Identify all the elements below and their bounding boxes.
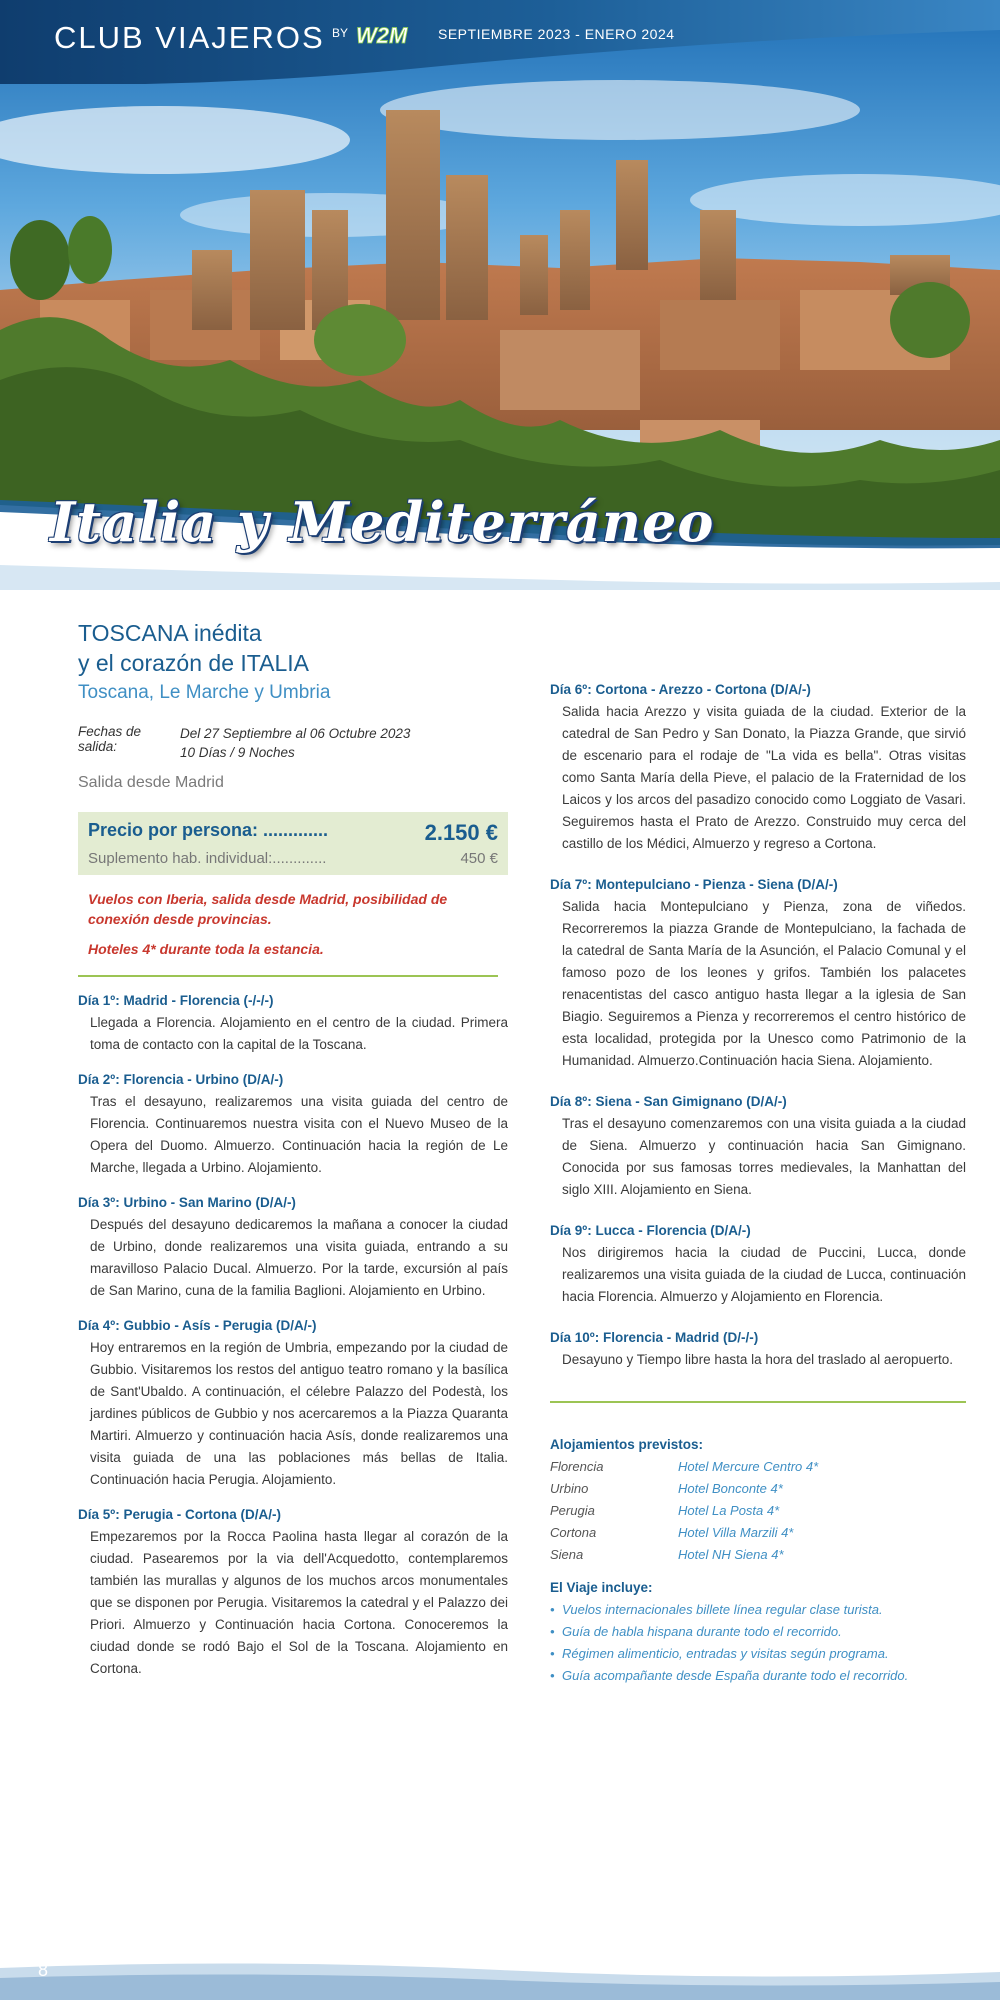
itinerary-day <box>550 682 966 855</box>
itinerary-day <box>78 1507 508 1680</box>
hotel-name: Hotel Mercure Centro 4* <box>678 1459 819 1474</box>
day-text: Hoy entraremos en la región de Umbria, empezando por la ciudad de Gubbio. Visitaremos los restos del antiguo teatro romano y la basílica de Sant'Ubaldo. A continuación, el célebre Palazzo del Podestà, los jardines públicos de Gubbio y nos acercaremos a la Piazza Quaranta Martiri. Almuerzo y continuación hacia Asís, donde realizaremos una visita guiada de una las poblaciones más bellas de Italia. Continuación hacia Perugia. Alojamiento. <box>90 1340 508 1487</box>
day-heading: Día 8º: Siena - San Gimignano (D/A/-) <box>550 1094 787 1109</box>
day-heading: Día 10º: Florencia - Madrid (D/-/-) <box>550 1330 759 1345</box>
hotel-row <box>550 1456 966 1478</box>
dates-label: Fechas de salida: <box>78 724 142 754</box>
includes-item: • Guía de habla hispana durante todo el recorrido. <box>550 1621 966 1643</box>
day-text: Llegada a Florencia. Alojamiento en el centro de la ciudad. Primera toma de contacto con la capital de la Toscana. <box>90 1015 508 1052</box>
includes-heading: El Viaje incluye: <box>550 1580 653 1595</box>
dates-value: Del 27 Septiembre al 06 Octubre 2023 <box>180 726 411 741</box>
day-text: Nos dirigiremos hacia la ciudad de Puccini, Lucca, donde realizaremos una visita guiada de la ciudad de Lucca, continuación hacia Florencia. Almuerzo y Alojamiento en Florencia. <box>562 1245 966 1304</box>
day-text: Tras el desayuno comenzaremos con una visita guiada a la ciudad de Siena. Almuerzo y continuación hacia San Gimignano. Conocida por sus famosas torres medievales, la Manhattan del siglo XIII. Alojamiento en Siena. <box>562 1116 966 1197</box>
day-heading: Día 2º: Florencia - Urbino (D/A/-) <box>78 1072 284 1087</box>
day-text: Empezaremos por la Rocca Paolina hasta llegar al corazón de la ciudad. Pasearemos por la via dell'Acquedotto, contemplaremos también las murallas y algunos de los muchos arcos monumentales que se disponen por Perugia. Visitaremos la catedral y el Palazzo dei Priori. Almuerzo y Continuación hacia Cortona. Conoceremos la ciudad donde se rodó Bajo el Sol de la Toscana. Alojamiento en Cortona. <box>90 1529 508 1676</box>
divider <box>550 1401 966 1403</box>
hotel-row <box>550 1544 966 1566</box>
itinerary-day <box>78 1318 508 1491</box>
dates-values <box>180 724 410 762</box>
departure-dates <box>78 724 508 762</box>
price-box <box>78 812 508 875</box>
left-column <box>78 618 508 1680</box>
day-heading: Día 5º: Perugia - Cortona (D/A/-) <box>78 1507 281 1522</box>
divider <box>78 975 498 977</box>
itinerary-day <box>550 1330 966 1371</box>
includes-section <box>550 1580 966 1687</box>
includes-item: • Vuelos internacionales billete línea regular clase turista. <box>550 1599 966 1621</box>
note-flights: Vuelos con Iberia, salida desde Madrid, posibilidad de conexión desde provincias. <box>88 891 448 927</box>
day-text: Salida hacia Arezzo y visita guiada de la ciudad. Exterior de la catedral de San Pedro y San Donato, la Piazza Grande, que sirvió de escenario para el rodaje de "La vida es bella". Otras visitas como Santa María della Pieve, el palacio de la Fraternidad de los Laicos y los arcos del pasadizo conocido como Loggiato de Vasari. Seguiremos hasta el Prato de Arezzo. Construido muy cerca del castillo de los Médici, Almuerzo y regreso a Cortona. <box>562 704 966 851</box>
supplement-label: Suplemento hab. individual:............. <box>88 850 327 867</box>
day-text: Tras el desayuno, realizaremos una visita guiada del centro de Florencia. Continuaremos nuestra visita con el Nuevo Museo de la Opera del Duomo. Almuerzo. Continuación hacia la región de Le Marche, llegada a Urbino. Alojamiento. <box>90 1094 508 1175</box>
itinerary-day <box>78 993 508 1056</box>
supplement-row <box>88 850 498 867</box>
hotel-row <box>550 1500 966 1522</box>
brand-name: CLUB VIAJEROS <box>54 20 325 55</box>
day-heading: Día 6º: Cortona - Arezzo - Cortona (D/A/-) <box>550 682 811 697</box>
price-amount: 2.150 € <box>424 820 498 845</box>
itinerary-day <box>550 877 966 1072</box>
page-number: 8 <box>38 1960 49 1980</box>
right-column <box>550 682 966 1687</box>
itinerary-day <box>550 1094 966 1201</box>
hotel-city: Urbino <box>550 1481 589 1496</box>
includes-item: • Régimen alimenticio, entradas y visitas según programa. <box>550 1643 966 1665</box>
trip-duration: 10 Días / 9 Noches <box>180 745 295 760</box>
hero-banner <box>0 0 1000 590</box>
day-heading: Día 7º: Montepulciano - Pienza - Siena (D/A/-) <box>550 877 838 892</box>
day-text: Desayuno y Tiempo libre hasta la hora del traslado al aeropuerto. <box>562 1352 953 1367</box>
day-heading: Día 4º: Gubbio - Asís - Perugia (D/A/-) <box>78 1318 317 1333</box>
hotel-name: Hotel La Posta 4* <box>678 1503 780 1518</box>
hotel-name: Hotel Bonconte 4* <box>678 1481 783 1496</box>
w2m-logo-text: W2M <box>356 23 408 48</box>
day-heading: Día 9º: Lucca - Florencia (D/A/-) <box>550 1223 751 1238</box>
hotel-city: Perugia <box>550 1503 595 1518</box>
hotel-name: Hotel NH Siena 4* <box>678 1547 784 1562</box>
includes-list <box>550 1599 966 1687</box>
price-row <box>88 820 498 846</box>
price-label: Precio por persona: ............. <box>88 820 329 840</box>
itinerary-day <box>550 1223 966 1308</box>
brand-by: BY <box>332 26 349 40</box>
departure-city: Salida desde Madrid <box>78 774 224 791</box>
supplement-amount: 450 € <box>460 850 498 867</box>
hotel-name: Hotel Villa Marzili 4* <box>678 1525 794 1540</box>
hotel-row <box>550 1522 966 1544</box>
hotel-city: Florencia <box>550 1459 604 1474</box>
season-dates: SEPTIEMBRE 2023 - ENERO 2024 <box>438 26 675 42</box>
trip-title-line2: y el corazón de ITALIA <box>78 650 309 676</box>
trip-title-line1: TOSCANA inédita <box>78 620 262 646</box>
hotels-section <box>550 1437 966 1566</box>
hotel-row <box>550 1478 966 1500</box>
footer-wave <box>0 1950 1000 2000</box>
w2m-logo <box>354 22 426 48</box>
includes-item: • Guía acompañante desde España durante todo el recorrido. <box>550 1665 966 1687</box>
itinerary-day <box>78 1072 508 1179</box>
note-hotels: Hoteles 4* durante toda la estancia. <box>88 941 324 957</box>
day-heading: Día 3º: Urbino - San Marino (D/A/-) <box>78 1195 296 1210</box>
trip-subtitle: Toscana, Le Marche y Umbria <box>78 682 331 703</box>
day-text: Salida hacia Montepulciano y Pienza, zona de viñedos. Recorreremos la piazza Grande de Montepulciano, la fachada de la catedral de Santa María de la Asunción, el Palacio Comunal y el famoso pozo de los leones y grifos. También los palacetes renacentistas del casco antiguo hasta llegar a la iglesia de San Biagio. Seguiremos a Pienza y recorreremos el centro histórico de esta localidad, protegida por la Unesco como Patrimonio de la Humanidad. Almuerzo.Continuación hacia Siena. Alojamiento. <box>562 899 966 1068</box>
trip-notes <box>78 889 508 959</box>
hotel-city: Cortona <box>550 1525 597 1540</box>
itinerary-day <box>78 1195 508 1302</box>
day-heading: Día 1º: Madrid - Florencia (-/-/-) <box>78 993 274 1008</box>
hotel-city: Siena <box>550 1547 584 1562</box>
hotels-heading: Alojamientos previstos: <box>550 1437 704 1452</box>
day-text: Después del desayuno dedicaremos la mañana a conocer la ciudad de Urbino, donde realizaremos una visita guiada, entrando a su maravilloso Palacio Ducal. Almuerzo. Por la tarde, excursión al país de San Marino, cuna de la familia Baglioni. Alojamiento en Urbino. <box>90 1217 508 1298</box>
section-title: Italia y Mediterráneo <box>50 490 715 554</box>
